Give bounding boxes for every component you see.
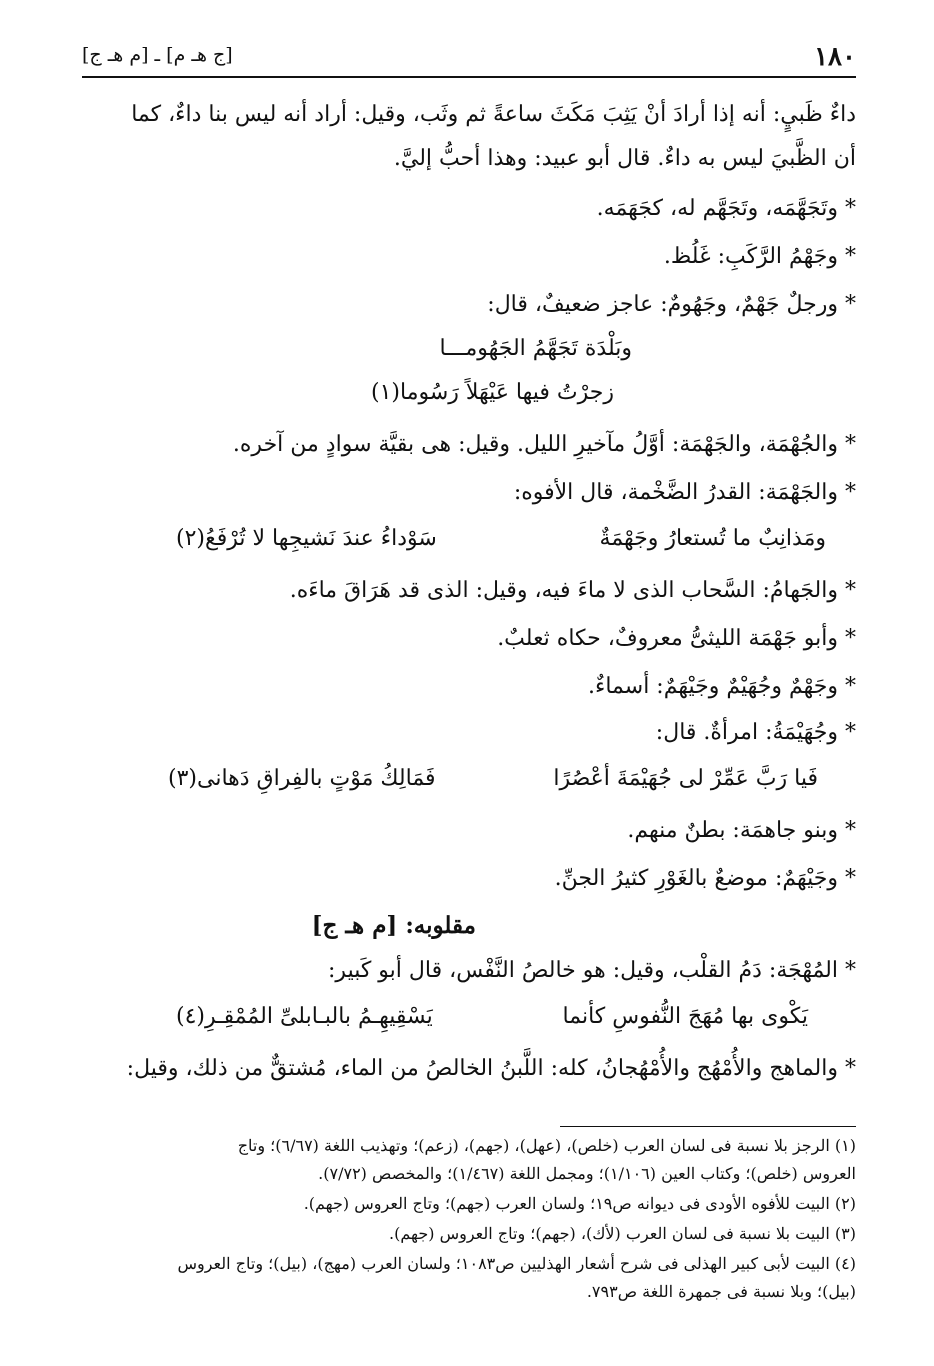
verse-hemistich-right: فَيا رَبَّ عَمِّرْ لى جُهَيْمَةَ أعْصُرًا [553, 766, 818, 791]
text-line: أن الظَّبيَ ليس به داءٌ. قال أبو عبيد: وهذا أحبُّ إليَّ. [393, 146, 856, 171]
entry-line: * ورجلٌ جَهْمٌ، وجَهُومٌ: عاجز ضعيفٌ، قال: [487, 292, 856, 317]
verse-line: زجرْتُ فيها عَيْهَلاً رَسُوما(١) [371, 380, 614, 405]
footnote-line: (٢) البيت للأفوه الأودى فى ديوانه ص١٩؛ ولسان العرب (جهم)؛ وتاج العروس (جهم). [303, 1194, 856, 1213]
verse-hemistich-left: سَوْداءُ عندَ نَشيجِها لا تُرْفَعُ(٢) [176, 526, 437, 551]
verse-line: وبَلْدَة تَجَهَّمُ الجَهُومـــا [439, 336, 632, 361]
entry-line: * وتَجَهَّمَه، وتَجَهَّم له، كجَهَمَه. [596, 196, 856, 221]
entry-line: * وأبو جَهْمَة الليثىُّ معروفٌ، حكاه ثعلبٌ. [497, 626, 856, 651]
footnote-line: العروس (خلص)؛ وكتاب العين (١/١٠٦)؛ ومجمل اللغة (١/٤٦٧)؛ والمخصص (٧/٧٢). [318, 1164, 856, 1183]
verse-hemistich-right: يَكْوى بها مُهَجَ النُّفوسِ كأنما [562, 1004, 808, 1029]
verse-hemistich-left: يَسْقِيهِـمُ بالبـابلىِّ المُمْقِـرِ(٤) [176, 1004, 433, 1029]
entry-line: * والجُهْمَة، والجَهْمَة: أوَّلُ مآخيرِ الليل. وقيل: هى بقيَّة سوادٍ من آخره. [232, 432, 856, 457]
page-number: ١٨٠ [814, 42, 856, 72]
entry-line: * وبنو جاهمَة: بطنٌ منهم. [627, 818, 856, 843]
footnote-line: (١) الرجز بلا نسبة فى لسان العرب (خلص)، (عهل)، (جهم)، (زعم)؛ وتهذيب اللغة (٦/٦٧)؛ وتاج [237, 1136, 856, 1155]
entry-line: * والماهج والأُمْهُج والأُمْهُجانُ، كله: اللَّبنُ الخالصُ من الماء، مُشتقٌّ من ذلك، وقيل: [126, 1056, 856, 1081]
section-heading: مقلوبه: [م هـ ج] [311, 912, 476, 939]
entry-line: * وجُهَيْمَةُ: امرأةٌ. قال: [655, 720, 856, 745]
entry-line: * والجَهْمَة: القدرُ الضَّخْمة، قال الأفوه: [513, 480, 856, 505]
entry-line: * وجَيْهَمٌ: موضعٌ بالغَوْرِ كثيرُ الجنِّ. [554, 866, 856, 891]
entry-line: * وجَهْمٌ وجُهَيْمٌ وجَيْهَمٌ: أسماءٌ. [588, 674, 856, 699]
entry-line: * وجَهْمُ الرَّكَبِ: غَلُظ. [663, 244, 856, 269]
footnote-line: (٤) البيت لأبى كبير الهذلى فى شرح أشعار الهذليين ص١٠٨٣؛ ولسان العرب (مهج)، (بيل)؛ وتاج العروس [177, 1254, 856, 1273]
footnote-line: (٣) البيت بلا نسبة فى لسان العرب (لأك)، (جهم)؛ وتاج العروس (جهم). [389, 1224, 856, 1243]
footnote-line: (بيل)؛ وبلا نسبة فى جمهرة اللغة ص٧٩٣. [586, 1282, 856, 1301]
header-rule [82, 76, 856, 78]
verse-hemistich-left: فَمَالِكُ مَوْتٍ بالفِراقِ دَهانى(٣) [168, 766, 436, 791]
page-header [82, 38, 856, 78]
text-line: داءٌ ظَبيٍ: أنه إذا أرادَ أنْ يَثِبَ مَكَثَ ساعةً ثم وثَب، وقيل: أراد أنه ليس بنا داءٌ، كما [131, 102, 856, 127]
entry-line: * والجَهامُ: السَّحاب الذى لا ماءَ فيه، وقيل: الذى قد هَرَاقَ ماءَه. [289, 578, 856, 603]
running-head: [ج هـ م] ـ [م هـ ج] [82, 44, 233, 66]
entry-line: * المُهْجَة: دَمُ القلْب، وقيل: هو خالصُ النَّفْس، قال أبو كَبير: [328, 958, 856, 983]
verse-hemistich-right: ومَذانِبٌ ما تُستعارُ وجَهْمَةٌ [599, 526, 826, 551]
footnote-rule [560, 1126, 856, 1127]
